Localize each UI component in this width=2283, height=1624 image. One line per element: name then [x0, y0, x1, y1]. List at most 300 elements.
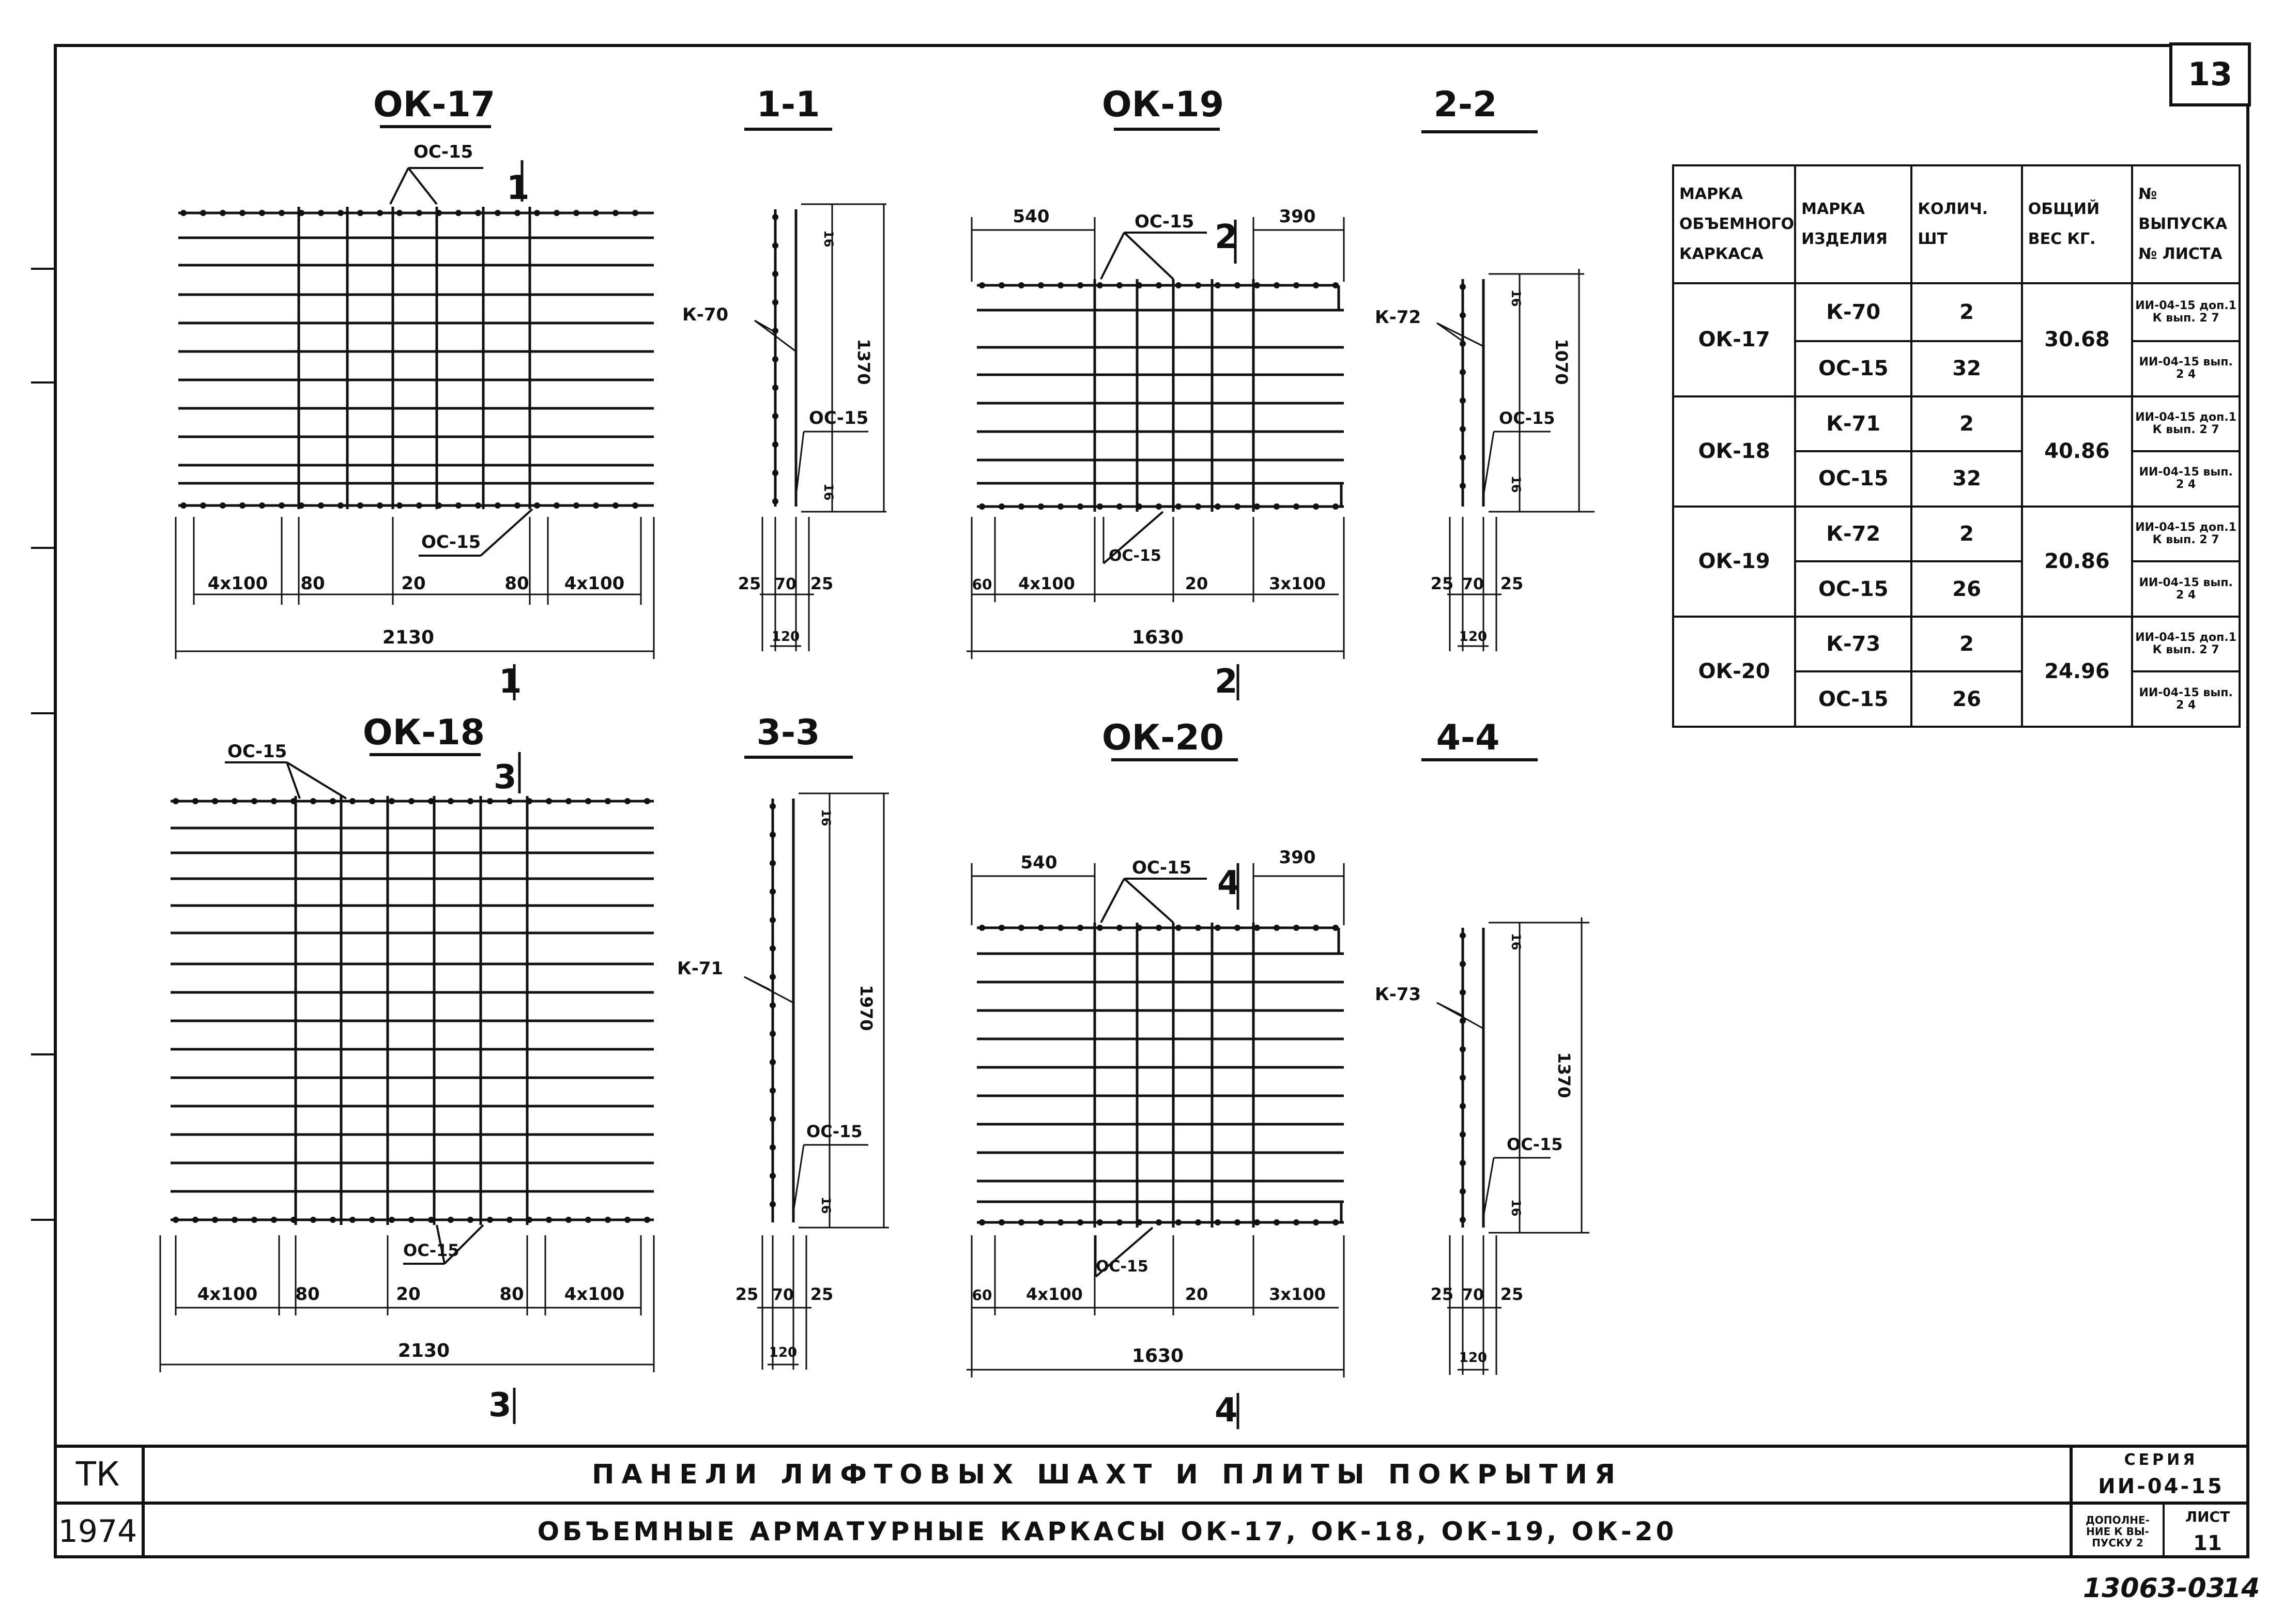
dim-s44-cover-top: 16	[1509, 933, 1523, 951]
weld-dot	[999, 925, 1005, 931]
section-3-3	[677, 712, 889, 1370]
weld-dot	[770, 1116, 776, 1122]
view-title-ok20: ОК-20	[1101, 717, 1224, 758]
dim-s44-height: 1370	[1554, 1052, 1574, 1098]
weld-dot	[585, 798, 591, 804]
weld-dot	[1460, 341, 1466, 347]
dim-s11-70: 70	[775, 575, 796, 593]
spec-ref: ИИ-04-15 доп.1 К вып. 2 7	[2132, 617, 2240, 672]
weld-dot	[770, 888, 776, 895]
weld-dot	[507, 1217, 513, 1223]
weld-dot	[1460, 1131, 1466, 1138]
bar-label-ok17-top: ОС-15	[413, 142, 473, 162]
weld-dot	[546, 1217, 552, 1223]
weld-dot	[220, 210, 226, 216]
weld-dot	[279, 502, 285, 509]
weld-dot	[1313, 1219, 1319, 1225]
weld-dot	[212, 798, 218, 804]
weld-dot	[1254, 503, 1260, 510]
weld-dot	[772, 271, 778, 277]
view-ok20	[967, 717, 1344, 1430]
cut-mark-ok18-top: 3	[494, 758, 517, 796]
weld-dot	[1018, 1219, 1024, 1225]
section-1-1	[682, 84, 886, 651]
spec-header-weight: ОБЩИЙ ВЕС КГ.	[2022, 165, 2133, 283]
spec-weight: 20.86	[2022, 507, 2133, 617]
weld-dot	[1175, 1219, 1182, 1225]
weld-dot	[1293, 925, 1299, 931]
weld-dot	[1254, 925, 1260, 931]
weld-dot	[770, 917, 776, 923]
weld-dot	[408, 1217, 415, 1223]
weld-dot	[1215, 925, 1221, 931]
bar-label-ok18-bottom: ОС-15	[403, 1240, 459, 1260]
cut-mark-ok17-bottom: 1	[499, 663, 522, 701]
spec-ref: ИИ-04-15 вып. 2 4	[2132, 671, 2240, 727]
weld-dot	[1274, 503, 1280, 510]
weld-dot	[408, 798, 415, 804]
spec-weight: 24.96	[2022, 617, 2133, 727]
weld-dot	[526, 1217, 532, 1223]
weld-dot	[1460, 426, 1466, 432]
dim-ok18-80a: 80	[295, 1284, 320, 1305]
weld-dot	[251, 1217, 257, 1223]
bar-label-ok17-bottom: ОС-15	[421, 532, 481, 553]
weld-dot	[770, 803, 776, 809]
weld-dot	[1077, 282, 1083, 288]
weld-dot	[1234, 282, 1240, 288]
spec-qty: 32	[1911, 451, 2021, 507]
weld-dot	[1018, 503, 1024, 510]
spec-qty: 2	[1911, 507, 2021, 562]
weld-dot	[200, 502, 206, 509]
org-code: ТК	[75, 1456, 120, 1494]
dim-s11-25a: 25	[738, 574, 761, 593]
weld-dot	[1460, 1188, 1466, 1194]
weld-dot	[1460, 284, 1466, 290]
dim-s22-cover-bottom: 16	[1509, 476, 1523, 493]
weld-dot	[1077, 1219, 1083, 1225]
weld-dot	[1332, 925, 1339, 931]
weld-dot	[772, 470, 778, 476]
weld-dot	[1234, 925, 1240, 931]
weld-dot	[239, 502, 246, 509]
spec-header-ref: № ВЫПУСКА № ЛИСТА	[2132, 165, 2240, 283]
weld-dot	[1332, 282, 1339, 288]
bar-oc-s33: ОС-15	[806, 1122, 863, 1141]
dim-s11-cover-top: 16	[821, 230, 836, 248]
series-label: СЕРИЯ	[2124, 1450, 2198, 1469]
weld-dot	[416, 502, 422, 509]
bar-oc-s11: ОС-15	[809, 408, 869, 428]
weld-dot	[1116, 1219, 1123, 1225]
spec-qty: 26	[1911, 561, 2021, 617]
weld-dot	[251, 798, 257, 804]
bar-k-s33: К-71	[677, 958, 724, 979]
bar-k-s11: К-70	[682, 304, 729, 325]
weld-dot	[605, 798, 611, 804]
dim-ok18-right: 4х100	[564, 1284, 625, 1305]
weld-dot	[632, 502, 638, 509]
frame-s22	[1463, 279, 1483, 507]
weld-dot	[396, 210, 403, 216]
dim-s22-25a: 25	[1430, 574, 1454, 593]
dim-ok20-540: 540	[1020, 852, 1058, 873]
weld-dot	[487, 1217, 493, 1223]
weld-dot	[271, 798, 277, 804]
weld-dot	[1097, 503, 1103, 510]
dim-ok20-60: 60	[972, 1286, 992, 1304]
spec-table	[1672, 164, 2241, 728]
weld-dot	[585, 1217, 591, 1223]
spec-item: ОС-15	[1795, 341, 1911, 396]
weld-dot	[1274, 925, 1280, 931]
weld-dot	[546, 798, 552, 804]
spec-ref: ИИ-04-15 доп.1 К вып. 2 7	[2132, 507, 2240, 562]
weld-dot	[770, 832, 776, 838]
weld-dot	[770, 1059, 776, 1065]
view-title-s44: 4-4	[1436, 717, 1500, 758]
weld-dot	[514, 502, 520, 509]
sheet-title-sub: ОБЪЕМНЫЕ АРМАТУРНЫЕ КАРКАСЫ ОК-17, ОК-18, ОК-19, ОК-20	[537, 1516, 1677, 1546]
dim-ok18-80b: 80	[499, 1284, 524, 1305]
view-title-ok19: ОК-19	[1101, 84, 1224, 125]
weld-dot	[1313, 282, 1319, 288]
weld-dot	[1293, 282, 1299, 288]
dim-ok17-80a: 80	[300, 573, 325, 594]
weld-dot	[1097, 925, 1103, 931]
spec-item: К-71	[1795, 396, 1911, 452]
weld-dot	[573, 502, 579, 509]
weld-dot	[357, 210, 363, 216]
drawing-number: 13063-03	[2083, 1573, 2225, 1604]
weld-dot	[772, 441, 778, 448]
cut-mark-ok19-top: 2	[1215, 218, 1238, 256]
view-ok17	[176, 84, 654, 701]
weld-dot	[770, 860, 776, 866]
weld-dot	[554, 210, 560, 216]
weld-dot	[298, 502, 304, 509]
weld-dot	[455, 210, 462, 216]
weld-dot	[377, 502, 383, 509]
cut-mark-ok17-top: 1	[507, 169, 530, 207]
year: 1974	[58, 1513, 137, 1550]
weld-dot	[612, 210, 619, 216]
spec-item: К-73	[1795, 617, 1911, 672]
weld-dot	[772, 356, 778, 362]
dim-ok19-right: 3х100	[1269, 574, 1326, 593]
weld-dot	[999, 1219, 1005, 1225]
spec-ref: ИИ-04-15 доп.1 К вып. 2 7	[2132, 396, 2240, 452]
weld-dot	[593, 210, 599, 216]
weld-dot	[1116, 282, 1123, 288]
frame-s11	[775, 209, 796, 507]
mesh-ok20	[977, 923, 1344, 1228]
spec-frame-ok19: ОК-19	[1673, 507, 1795, 617]
spec-ref: ИИ-04-15 вып. 2 4	[2132, 341, 2240, 396]
weld-dot	[1460, 932, 1466, 939]
spec-header-frame: МАРКА ОБЪЕМНОГО КАРКАСА	[1673, 165, 1795, 283]
table-row	[1673, 507, 2240, 562]
weld-dot	[1116, 503, 1123, 510]
weld-dot	[1293, 1219, 1299, 1225]
spec-qty: 2	[1911, 283, 2021, 341]
dims-s22	[1447, 269, 1595, 651]
weld-dot	[495, 210, 501, 216]
weld-dot	[1215, 282, 1221, 288]
spec-qty: 2	[1911, 396, 2021, 452]
weld-dot	[1293, 503, 1299, 510]
weld-dot	[644, 1217, 650, 1223]
weld-dot	[1460, 483, 1466, 489]
weld-dot	[232, 1217, 238, 1223]
weld-dot	[554, 502, 560, 509]
weld-dot	[349, 798, 356, 804]
weld-dot	[1136, 1219, 1142, 1225]
dim-ok19-540: 540	[1013, 206, 1050, 227]
weld-dot	[1195, 503, 1201, 510]
weld-dot	[507, 798, 513, 804]
weld-dot	[772, 242, 778, 249]
weld-dot	[1195, 282, 1201, 288]
weld-dot	[1058, 503, 1064, 510]
spec-header-item: МАРКА ИЗДЕЛИЯ	[1795, 165, 1911, 283]
dim-ok19-60: 60	[972, 576, 992, 593]
title-block	[54, 1445, 2249, 1558]
weld-dot	[1097, 1219, 1103, 1225]
dim-s44-cover-bottom: 16	[1509, 1199, 1523, 1217]
dim-s33-120: 120	[769, 1345, 798, 1360]
weld-dot	[1460, 312, 1466, 318]
sheet-title-main: ПАНЕЛИ ЛИФТОВЫХ ШАХТ И ПЛИТЫ ПОКРЫТИЯ	[592, 1459, 1622, 1490]
dim-s33-70: 70	[772, 1286, 794, 1304]
view-title-ok17: ОК-17	[373, 84, 496, 125]
weld-dot	[1175, 925, 1182, 931]
weld-dot	[770, 1173, 776, 1179]
weld-dot	[467, 1217, 473, 1223]
weld-dot	[1215, 1219, 1221, 1225]
weld-dot	[1274, 282, 1280, 288]
weld-dot	[279, 210, 285, 216]
weld-dot	[1038, 503, 1044, 510]
dim-ok17-left: 4х100	[207, 573, 268, 594]
weld-dot	[200, 210, 206, 216]
weld-dot	[1234, 1219, 1240, 1225]
dim-ok18-20: 20	[396, 1284, 421, 1305]
weld-dot	[377, 210, 383, 216]
title-block-divider-sheet	[2163, 1502, 2165, 1558]
view-title-s11: 1-1	[756, 84, 820, 125]
spec-frame-ok18: ОК-18	[1673, 396, 1795, 507]
weld-dot	[1195, 1219, 1201, 1225]
bar-oc-s22: ОС-15	[1499, 408, 1555, 428]
spec-qty: 2	[1911, 617, 2021, 672]
weld-dot	[1175, 503, 1182, 510]
weld-dot	[436, 502, 442, 509]
bar-k-s22: К-72	[1375, 307, 1421, 328]
weld-dot	[448, 798, 454, 804]
weld-dot	[1156, 282, 1162, 288]
bar-label-ok20-top: ОС-15	[1132, 857, 1192, 878]
weld-dot	[357, 502, 363, 509]
weld-dot	[1254, 1219, 1260, 1225]
spec-ref: ИИ-04-15 вып. 2 4	[2132, 451, 2240, 507]
mesh-ok17	[178, 207, 654, 509]
spec-item: ОС-15	[1795, 671, 1911, 727]
weld-dot	[770, 1002, 776, 1008]
weld-dot	[1038, 925, 1044, 931]
weld-dot	[770, 1087, 776, 1094]
dim-s11-height: 1370	[854, 339, 874, 385]
sheet-value: 11	[2193, 1531, 2222, 1555]
dim-s33-cover-bottom: 16	[819, 1197, 833, 1214]
spec-ref: ИИ-04-15 доп.1 К вып. 2 7	[2132, 283, 2240, 341]
spec-item: К-70	[1795, 283, 1911, 341]
weld-dot	[534, 502, 540, 509]
cut-mark-ok20-bottom: 4	[1215, 1391, 1238, 1430]
weld-dot	[448, 1217, 454, 1223]
dim-ok20-20: 20	[1185, 1284, 1208, 1304]
spec-frame-ok17: ОК-17	[1673, 283, 1795, 396]
dim-ok18-left: 4х100	[197, 1284, 258, 1305]
weld-dot	[772, 328, 778, 334]
weld-dot	[389, 1217, 395, 1223]
weld-dot	[1038, 282, 1044, 288]
spec-item: К-72	[1795, 507, 1911, 562]
bar-oc-s44: ОС-15	[1507, 1135, 1563, 1154]
weld-dot	[624, 1217, 631, 1223]
dim-ok19-20: 20	[1185, 574, 1208, 593]
weld-dot	[573, 210, 579, 216]
weld-dot	[1460, 1160, 1466, 1166]
weld-dot	[330, 798, 336, 804]
dim-s33-25a: 25	[735, 1284, 759, 1304]
weld-dot	[770, 945, 776, 952]
weld-dot	[180, 502, 187, 509]
weld-dot	[396, 502, 403, 509]
view-ok18	[160, 712, 654, 1424]
weld-dot	[1234, 503, 1240, 510]
weld-dot	[369, 1217, 375, 1223]
weld-dot	[772, 413, 778, 419]
weld-dot	[1018, 282, 1024, 288]
dim-s44-25a: 25	[1430, 1284, 1454, 1304]
bar-label-ok18-top: ОС-15	[227, 741, 287, 762]
weld-dot	[1254, 282, 1260, 288]
sheet-label: ЛИСТ	[2185, 1508, 2230, 1525]
spec-qty: 32	[1911, 341, 2021, 396]
supplement-note: ДОПОЛНЕ- НИЕ К ВЫ- ПУСКУ 2	[2086, 1514, 2150, 1549]
weld-dot	[180, 210, 187, 216]
weld-dot	[212, 1217, 218, 1223]
weld-dot	[770, 1144, 776, 1151]
spec-weight: 30.68	[2022, 283, 2133, 396]
weld-dot	[772, 214, 778, 220]
weld-dot	[772, 299, 778, 305]
weld-dot	[772, 385, 778, 391]
weld-dot	[1460, 1217, 1466, 1223]
weld-dot	[1038, 1219, 1044, 1225]
weld-dot	[428, 1217, 434, 1223]
bar-label-ok19-bottom: ОС-15	[1109, 547, 1161, 565]
section-4-4	[1375, 717, 1589, 1375]
weld-dot	[487, 798, 493, 804]
dim-s44-70: 70	[1462, 1286, 1484, 1304]
spec-item: ОС-15	[1795, 561, 1911, 617]
bar-k-s44: К-73	[1375, 984, 1421, 1005]
weld-dot	[1460, 454, 1466, 461]
weld-dot	[979, 282, 985, 288]
weld-dot	[349, 1217, 356, 1223]
weld-dot	[1460, 1103, 1466, 1109]
table-row	[1673, 396, 2240, 452]
weld-dot	[1460, 1075, 1466, 1081]
dim-s44-25b: 25	[1500, 1284, 1524, 1304]
weld-dot	[1077, 925, 1083, 931]
dim-s22-cover-top: 16	[1509, 289, 1523, 307]
weld-dot	[495, 502, 501, 509]
dim-ok17-total: 2130	[382, 627, 435, 648]
cut-mark-ok20-top: 4	[1217, 864, 1240, 902]
weld-dot	[1460, 961, 1466, 967]
dim-s33-height: 1970	[856, 985, 876, 1031]
margin-ticks	[31, 269, 54, 1220]
weld-dot	[220, 502, 226, 509]
dim-s11-25b: 25	[810, 574, 834, 593]
weld-dot	[259, 502, 265, 509]
dim-s22-70: 70	[1462, 575, 1484, 593]
weld-dot	[1460, 397, 1466, 404]
weld-dot	[455, 502, 462, 509]
weld-dot	[389, 798, 395, 804]
weld-dot	[770, 974, 776, 980]
weld-dot	[593, 502, 599, 509]
weld-dot	[1077, 503, 1083, 510]
view-title-s33: 3-3	[756, 712, 820, 753]
section-2-2	[1375, 84, 1595, 651]
spec-ref: ИИ-04-15 вып. 2 4	[2132, 561, 2240, 617]
weld-dot	[232, 798, 238, 804]
weld-dot	[318, 502, 324, 509]
dim-ok20-left: 4х100	[1026, 1284, 1083, 1304]
weld-dot	[338, 502, 344, 509]
series-value: ИИ-04-15	[2098, 1475, 2224, 1498]
table-row	[1673, 283, 2240, 341]
view-ok19	[967, 84, 1344, 701]
weld-dot	[475, 502, 481, 509]
weld-dot	[475, 210, 481, 216]
weld-dot	[1058, 925, 1064, 931]
weld-dot	[565, 798, 572, 804]
weld-dot	[192, 1217, 198, 1223]
dim-s33-cover-top: 16	[819, 809, 833, 826]
dim-s11-cover-bottom: 16	[821, 483, 836, 501]
weld-dot	[526, 798, 532, 804]
dim-s22-height: 1070	[1552, 339, 1571, 385]
weld-dot	[1156, 1219, 1162, 1225]
dims-s33	[757, 793, 889, 1370]
weld-dot	[173, 1217, 179, 1223]
weld-dot	[1175, 282, 1182, 288]
dim-ok19-total: 1630	[1131, 627, 1184, 648]
spec-frame-ok20: ОК-20	[1673, 617, 1795, 727]
weld-dot	[1332, 1219, 1339, 1225]
weld-dot	[192, 798, 198, 804]
dim-ok20-right: 3х100	[1269, 1284, 1326, 1304]
weld-dot	[999, 503, 1005, 510]
weld-dot	[310, 1217, 316, 1223]
dim-ok18-total: 2130	[397, 1340, 450, 1361]
